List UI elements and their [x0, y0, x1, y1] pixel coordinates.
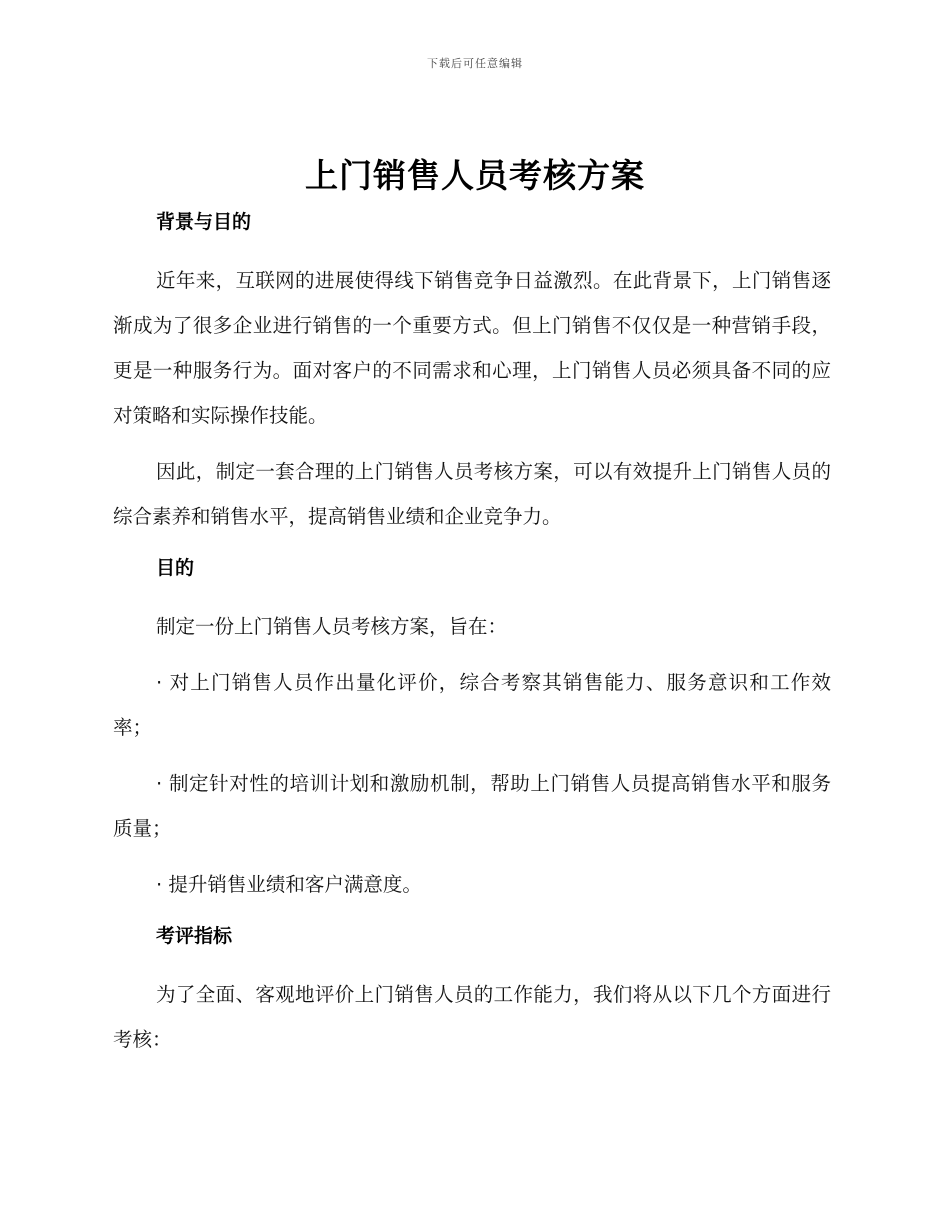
indicators-paragraph-1: 为了全面、客观地评价上门销售人员的工作能力，我们将从以下几个方面进行考核： [113, 983, 831, 1051]
section-heading-purpose: 目的 [156, 557, 195, 579]
section-heading-indicators: 考评指标 [156, 925, 233, 947]
header-note: 下载后可任意编辑 [427, 57, 523, 70]
document-title: 上门销售人员考核方案 [305, 156, 645, 195]
document-body [113, 204, 831, 1073]
background-paragraph-1: 近年来，互联网的进展使得线下销售竞争日益激烈。在此背景下，上门销售逐渐成为了很多企业进行销售的一个重要方式。但上门销售不仅仅是一种营销手段，更是一种服务行为。面对客户的不同需求和心理，上门销售人员必须具备不同的应对策略和实际操作技能。 [113, 269, 831, 427]
purpose-intro: 制定一份上门销售人员考核方案，旨在： [156, 615, 508, 638]
purpose-bullet-2: · 制定针对性的培训计划和激励机制，帮助上门销售人员提高销售水平和服务质量； [113, 772, 831, 840]
section-heading-background: 背景与目的 [156, 211, 252, 233]
purpose-bullet-1: · 对上门销售人员作出量化评价，综合考察其销售能力、服务意识和工作效率； [113, 671, 831, 739]
purpose-bullet-3: · 提升销售业绩和客户满意度。 [156, 873, 422, 896]
background-paragraph-2: 因此，制定一套合理的上门销售人员考核方案，可以有效提升上门销售人员的综合素养和销售水平，提高销售业绩和企业竞争力。 [113, 460, 831, 528]
